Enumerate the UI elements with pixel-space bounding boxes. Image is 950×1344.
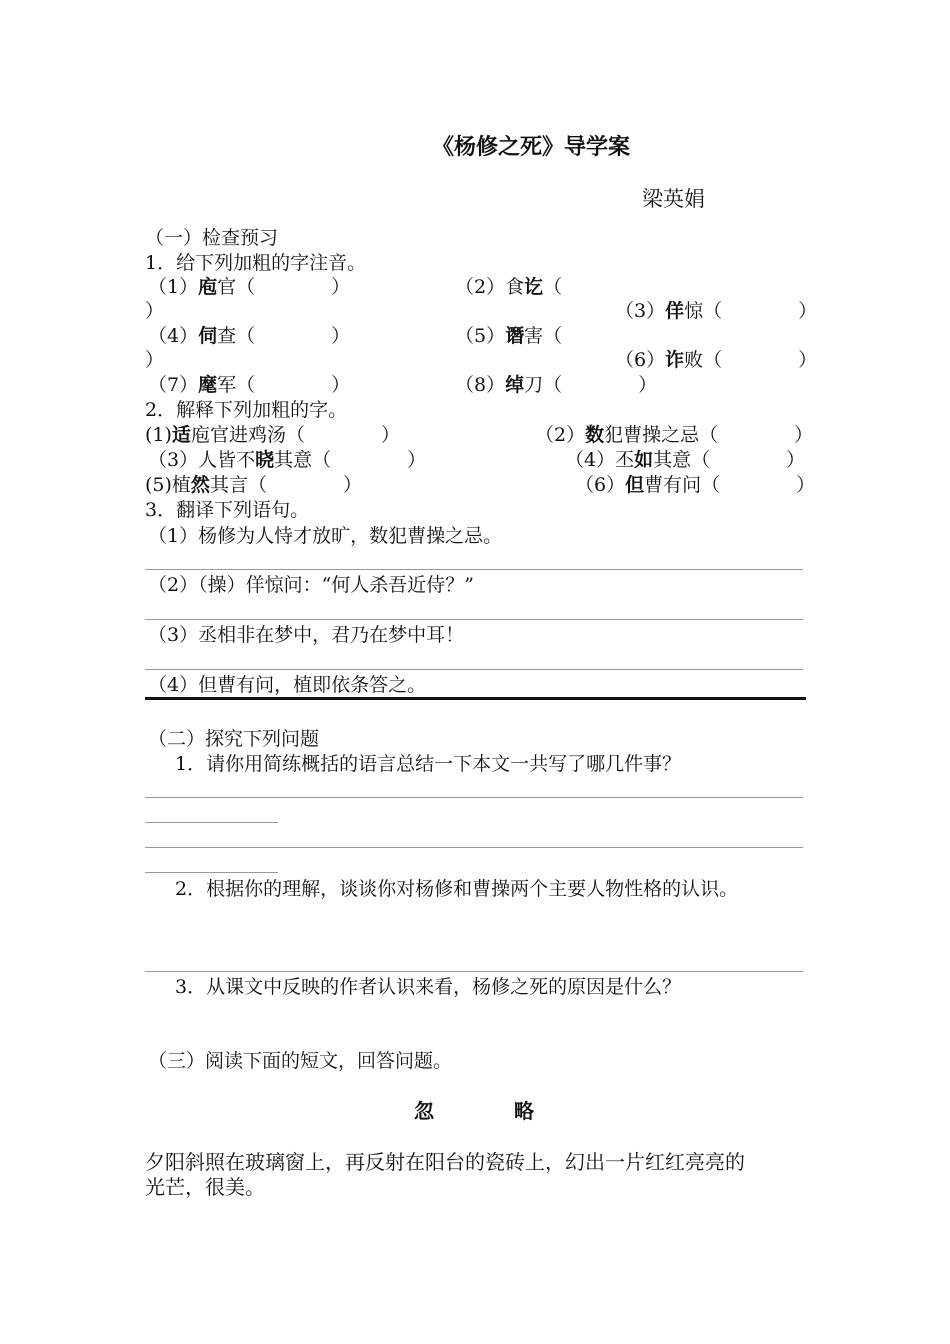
q1-prompt: 1．给下列加粗的字注音。 — [145, 252, 367, 274]
answer-line — [145, 569, 803, 570]
answer-line — [145, 619, 803, 620]
story-paragraph-line-1: 夕阳斜照在玻璃窗上，再反射在阳台的瓷砖上，幻出一片红红亮亮的 — [145, 1150, 745, 1174]
pinyin-item-5: （5）谮害（ — [455, 325, 563, 347]
define-item-2: （2）数犯曹操之忌（ ） — [535, 424, 814, 446]
pinyin-item-2-wrap: ） — [145, 300, 165, 322]
answer-line — [145, 797, 803, 798]
define-item-4: （4）丕如其意（ ） — [565, 449, 806, 471]
pinyin-item-1: （1）庖官（ ） — [148, 276, 351, 298]
define-item-1: (1)适庖官进鸡汤（ ） — [145, 424, 400, 446]
define-item-5: (5)植然其言（ ） — [145, 474, 362, 496]
answer-line — [145, 872, 278, 873]
pinyin-item-8: （8）绰刀（ ） — [455, 374, 658, 396]
translate-item-3: （3）丞相非在梦中，君乃在梦中耳！ — [148, 624, 465, 646]
section-divider — [145, 697, 806, 700]
page-title: 《杨修之死》导学案 — [432, 135, 631, 160]
pinyin-item-4: （4）伺查（ ） — [148, 325, 351, 347]
answer-line — [145, 847, 803, 848]
answer-line — [145, 971, 803, 972]
pinyin-item-7: （7）麾军（ ） — [148, 374, 351, 396]
author-name: 梁英娟 — [642, 187, 705, 211]
q3-prompt: 3．翻译下列语句。 — [145, 499, 310, 521]
explore-q3: 3．从课文中反映的作者认识来看，杨修之死的原因是什么？ — [175, 976, 682, 998]
explore-q1: 1．请你用简练概括的语言总结一下本文一共写了哪几件事？ — [175, 753, 682, 775]
define-item-6: （6）但曹有问（ ） — [575, 474, 816, 496]
pinyin-item-3: （3）佯惊（ ） — [615, 300, 818, 322]
story-title: 忽 略 — [414, 1099, 534, 1123]
define-item-3: （3）人皆不晓其意（ ） — [148, 449, 427, 471]
answer-line — [145, 669, 803, 670]
story-paragraph-line-2: 光芒，很美。 — [145, 1175, 265, 1199]
pinyin-item-6: （6）诈败（ ） — [615, 349, 818, 371]
pinyin-item-5-wrap: ） — [145, 349, 165, 371]
explore-q2: 2．根据你的理解，谈谈你对杨修和曹操两个主要人物性格的认识。 — [175, 878, 739, 900]
pinyin-item-2: （2）食讫（ — [455, 276, 563, 298]
section-1-heading: （一）检查预习 — [145, 227, 279, 249]
section-3-heading: （三）阅读下面的短文，回答问题。 — [148, 1050, 453, 1072]
answer-line — [145, 822, 278, 823]
translate-item-2: （2）（操）佯惊问：“何人杀吾近侍？” — [148, 574, 475, 596]
section-2-heading: （二）探究下列问题 — [148, 728, 320, 750]
q2-prompt: 2．解释下列加粗的字。 — [145, 399, 348, 421]
translate-item-1: （1）杨修为人恃才放旷，数犯曹操之忌。 — [148, 525, 503, 547]
translate-item-4: （4）但曹有问，植即依条答之。 — [148, 674, 427, 696]
